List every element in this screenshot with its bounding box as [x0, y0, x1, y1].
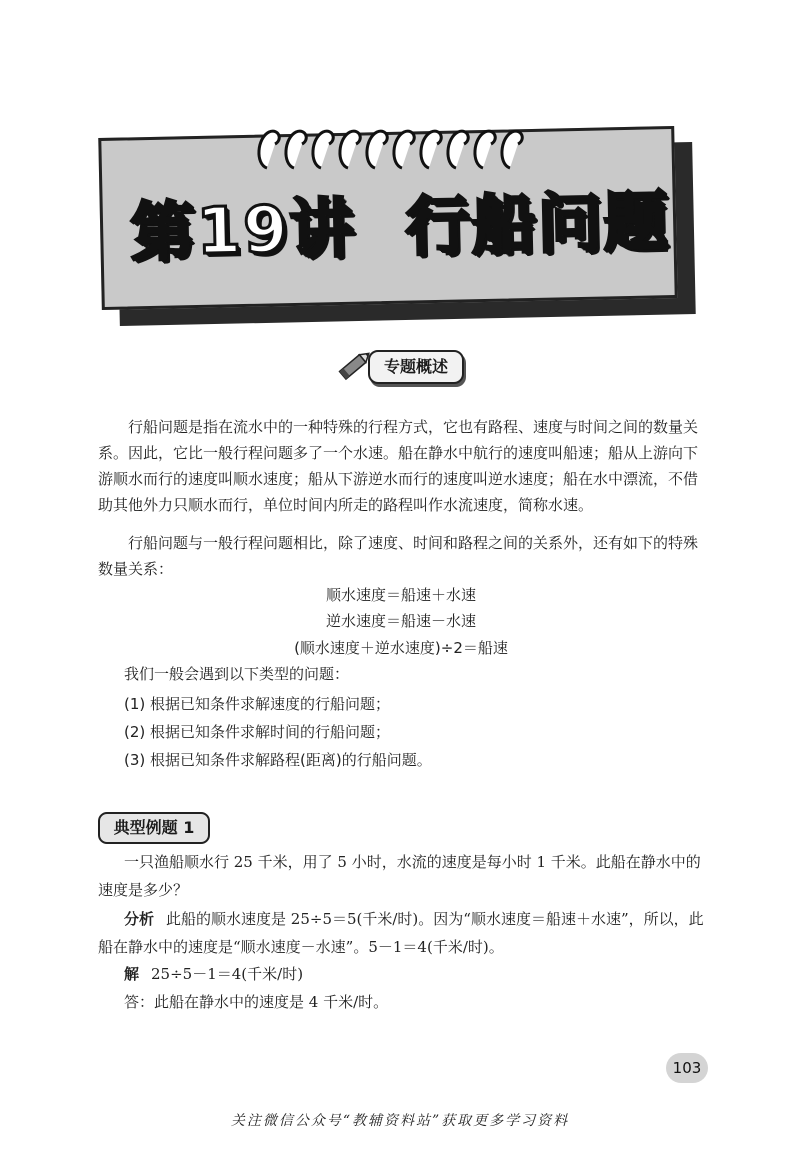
page-number: 103	[666, 1053, 708, 1083]
section-tag-overview: 专题概述	[368, 350, 464, 384]
types-intro: 我们一般会遇到以下类型的问题：	[124, 665, 350, 683]
example-analysis	[98, 905, 704, 961]
analysis-text: 此船的顺水速度是 25÷5＝5(千米/时)。因为“顺水速度＝船速＋水速”，所以，此船在静水中的速度是“顺水速度－水速”。5－1＝4(千米/时)。	[98, 910, 704, 956]
footer-watermark-text: 关注微信公众号“教辅资料站”获取更多学习资料	[230, 1113, 570, 1129]
binder-rings-icon	[255, 118, 525, 178]
overview-paragraph-1: 行船问题是指在流水中的一种特殊的行程方式，它也有路程、速度与时间之间的数量关系。因此，它比一般行程问题多了一个水速。船在静水中航行的速度叫船速；船从上游向下游顺水而行的速度叫顺水速度；船从下游逆水而行的速度叫逆水速度；船在水中漂流，不借助其他外力只顺水而行，单位时间内所走的路程叫作水流速度，简称水速。	[98, 418, 699, 514]
overview-paragraph-2: 行船问题与一般行程问题相比，除了速度、时间和路程之间的关系外，还有如下的特殊数量关系：	[98, 534, 699, 578]
example-solution	[124, 960, 730, 988]
lecture-number: 第19讲	[129, 191, 357, 271]
example-tag: 典型例题 1	[98, 812, 210, 844]
example-question: 一只渔船顺水行 25 千米，用了 5 小时，水流的速度是每小时 1 千米。此船在静水中的速度是多少？	[98, 853, 701, 899]
solution-label: 解	[124, 965, 140, 983]
example-answer: 答：此船在静水中的速度是 4 千米/时。	[124, 993, 389, 1011]
formula-upstream: 逆水速度＝船速－水速	[325, 612, 476, 630]
type-item: (3) 根据已知条件求解路程(距离)的行船问题。	[124, 751, 432, 769]
formula-boat-speed: (顺水速度＋逆水速度)÷2＝船速	[294, 639, 508, 657]
formula-downstream: 顺水速度＝船速＋水速	[325, 586, 476, 604]
lecture-title	[99, 172, 701, 285]
lecture-topic: 行船问题	[404, 185, 671, 265]
type-item: (1) 根据已知条件求解速度的行船问题；	[124, 695, 391, 713]
analysis-label: 分析	[124, 910, 155, 928]
type-item: (2) 根据已知条件求解时间的行船问题；	[124, 723, 391, 741]
solution-text: 25÷5－1＝4(千米/时)	[151, 965, 304, 983]
